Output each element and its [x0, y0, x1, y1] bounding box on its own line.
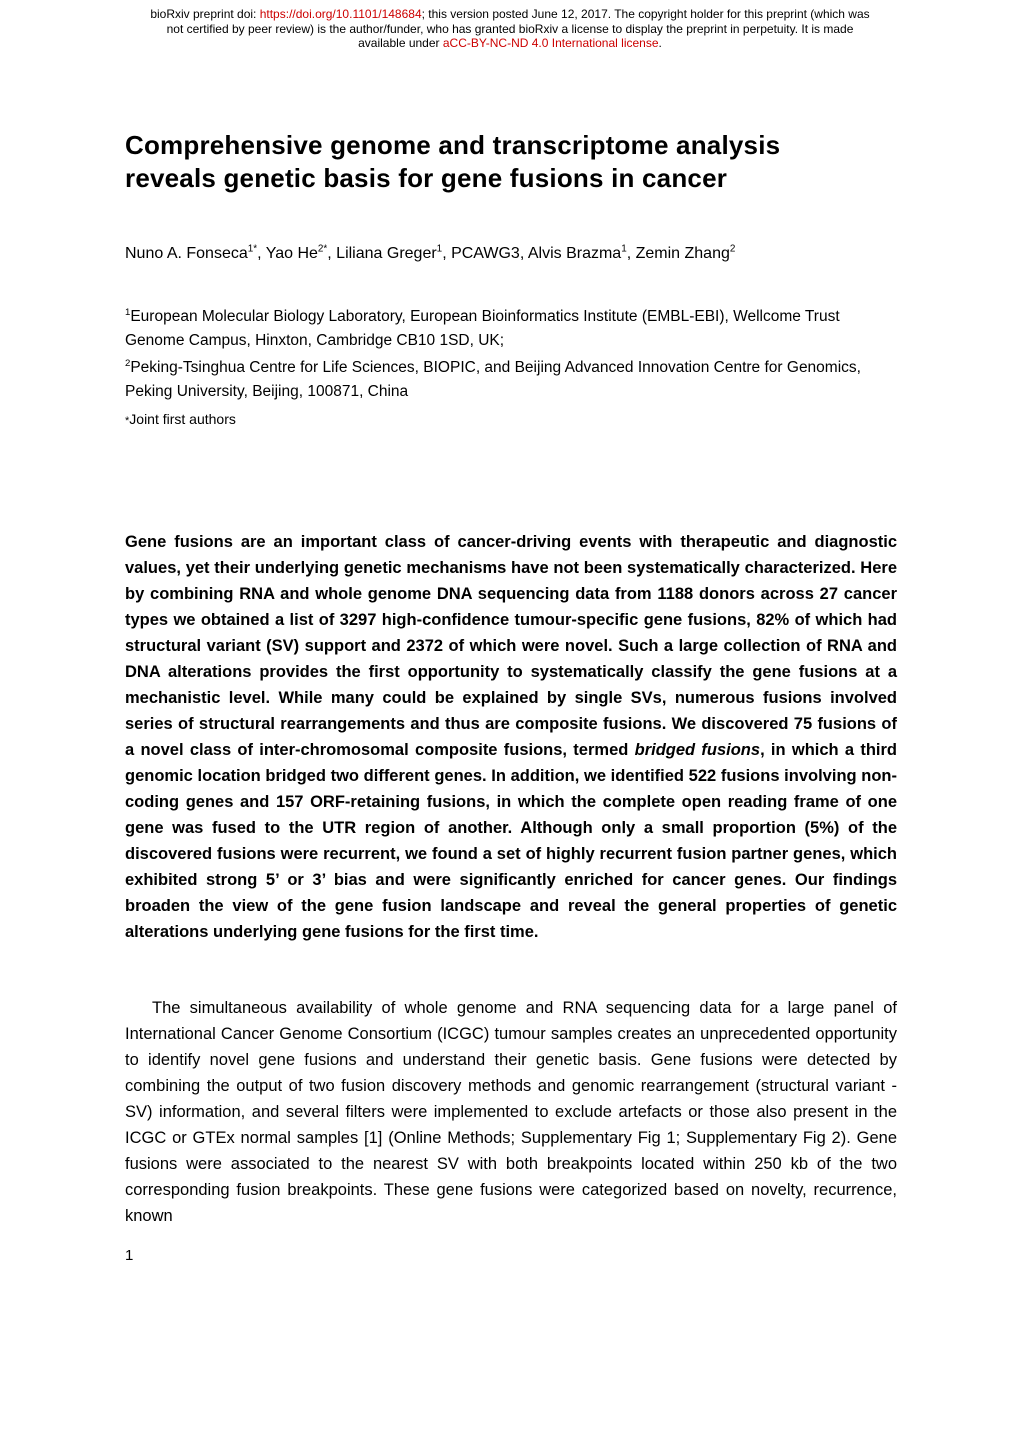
notice-doi-suffix: ; this version posted June 12, 2017. The copyright holder for this preprint (which was	[421, 7, 870, 21]
joint-note-star: *	[125, 414, 130, 427]
page-number: 1	[125, 1246, 134, 1264]
paper-title-line-2: reveals genetic basis for gene fusions in cancer	[125, 162, 728, 193]
author-name: , Zemin Zhang	[626, 244, 730, 262]
notice-license-suffix: .	[658, 36, 662, 50]
preprint-notice-line-3	[0, 36, 1020, 51]
intro-paragraph: The simultaneous availability of whole genome and RNA sequencing data for a large panel of International Cancer Genome Consortium (ICGC) tumour samples creates an unprecedented opportunity to identify novel gene fusions and understand their genetic basis. Gene fusions were detected by combining the output of two fusion discovery methods and genomic rearrangement (structural variant - SV) information, and several filters were implemented to exclude artefacts or those also present in the ICGC or GTEx normal samples [1] (Online Methods; Supplementary Fig 1; Supplementary Fig 2). Gene fusions were associated to the nearest SV with both breakpoints located within 250 kb of the two corresponding fusion breakpoints. These gene fusions were categorized based on novelty, recurrence, known	[125, 998, 897, 1225]
paper-title-line-1: Comprehensive genome and transcriptome analysis	[125, 129, 781, 160]
author-name: , Liliana Greger	[327, 244, 437, 262]
abstract-text-part-1: Gene fusions are an important class of cancer-driving events with therapeutic and diagnostic values, yet their underlying genetic mechanisms have not been systematically characterized. Here by combining RNA and whole genome DNA sequencing data from 1188 donors across 27 cancer types we obtained a list of 3297 high-confidence tumour-specific gene fusions, 82% of which had structural variant (SV) support and 2372 of which were novel. Such a large collection of RNA and DNA alterations provides the first opportunity to systematically classify the gene fusions at a mechanistic level. While many could be explained by single SVs, numerous fusions involved series of structural rearrangements and thus are composite fusions. We discovered 75 fusions of a novel class of inter-chromosomal composite fusions, termed	[125, 532, 897, 759]
license-link[interactable]: aCC-BY-NC-ND 4.0 International license	[442, 36, 659, 50]
preprint-notice-line-1	[0, 7, 1020, 22]
author-superscript: 1	[436, 243, 443, 255]
author-superscript: 2	[729, 243, 736, 255]
preprint-notice-line-2: not certified by peer review) is the author/funder, who has granted bioRxiv a license to display the preprint in perpetuity. It is made	[166, 21, 854, 36]
author-name: Nuno A. Fonseca	[125, 244, 248, 262]
affiliation-superscript: 2	[125, 357, 131, 369]
affiliation-2	[125, 356, 897, 404]
author-name: , Yao He	[257, 244, 318, 262]
author-name: , PCAWG3, Alvis Brazma	[442, 244, 622, 262]
affiliations	[125, 305, 897, 433]
affiliation-1	[125, 305, 897, 353]
paper-content	[125, 129, 897, 1229]
doi-link[interactable]: https://doi.org/10.1101/148684	[259, 7, 422, 21]
author-superscript: 1*	[247, 243, 258, 255]
paper-title	[125, 129, 897, 195]
abstract-text-part-2: , in which a third genomic location bridged two different genes. In addition, we identified 522 fusions involving non-coding genes and 157 ORF-retaining fusions, in which the complete open reading frame of one gene was fused to the UTR region of another. Although only a small proportion (5%) of the discovered fusions were recurrent, we found a set of highly recurrent fusion partner genes, which exhibited strong 5’ or 3’ bias and were significantly enriched for cancer genes. Our findings broaden the view of the gene fusion landscape and reveal the general properties of genetic alterations underlying gene fusions for the first time.	[125, 740, 898, 941]
joint-first-authors-note	[125, 407, 897, 433]
joint-note-text: Joint first authors	[129, 410, 236, 427]
affiliation-superscript: 1	[125, 306, 131, 318]
notice-doi-prefix: bioRxiv preprint doi:	[150, 7, 260, 21]
affiliation-text: Peking-Tsinghua Centre for Life Sciences, BIOPIC, and Beijing Advanced Innovation Centre for Genomics, Peking University, Beijing, 100871, China	[125, 358, 861, 400]
abstract	[125, 529, 897, 945]
abstract-italic-term: bridged fusions	[634, 740, 761, 759]
author-line	[125, 243, 897, 265]
notice-license-prefix: available under	[358, 36, 443, 50]
preprint-notice	[0, 0, 1020, 51]
affiliation-text: European Molecular Biology Laboratory, European Bioinformatics Institute (EMBL-EBI), Wellcome Trust Genome Campus, Hinxton, Cambridge CB10 1SD, UK;	[125, 307, 840, 349]
author-superscript: 1	[621, 243, 627, 255]
author-superscript: 2*	[317, 243, 328, 255]
